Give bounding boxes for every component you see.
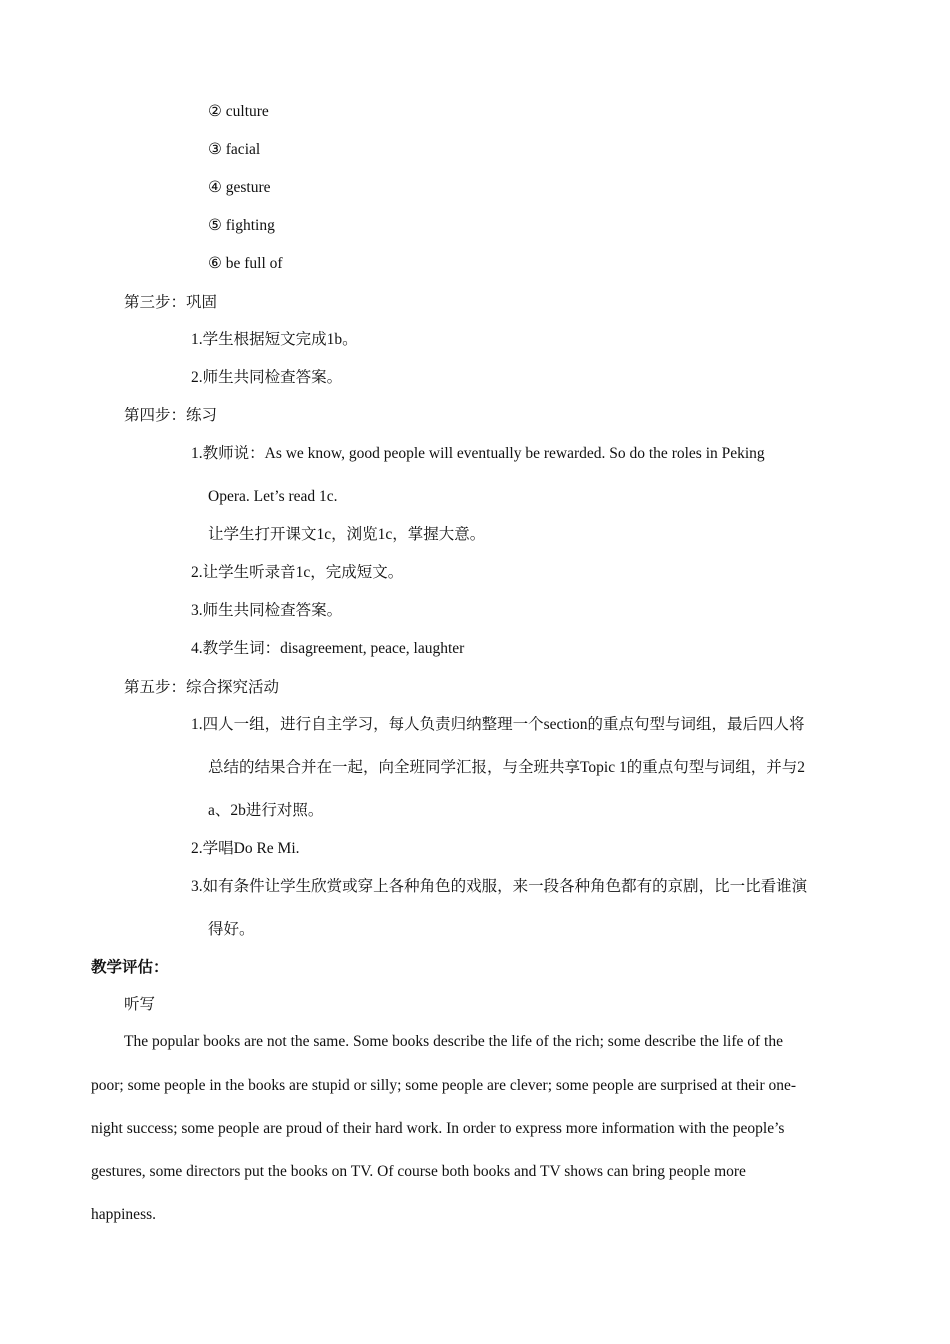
step5-item-2: 2.学唱Do Re Mi. bbox=[191, 840, 300, 857]
step5-item-1-line-3: a、2b进行对照。 bbox=[208, 802, 324, 819]
step3-title: 第三步：巩固 bbox=[124, 294, 218, 311]
dictation-line-3: night success; some people are proud of their hard work. In order to express more information with the people’s bbox=[91, 1120, 785, 1137]
step3-item-1: 1.学生根据短文完成1b。 bbox=[191, 331, 358, 348]
dictation-line-2: poor; some people in the books are stupid or silly; some people are clever; some people are surprised at their one- bbox=[91, 1077, 797, 1094]
dictation-line-1: The popular books are not the same. Some books describe the life of the rich; some describe the life of the bbox=[124, 1033, 783, 1050]
step4-item-4: 4.教学生词：disagreement, peace, laughter bbox=[191, 640, 465, 657]
step4-item-1-line-2: Opera. Let’s read 1c. bbox=[208, 488, 338, 505]
step4-item-3: 3.师生共同检查答案。 bbox=[191, 602, 343, 619]
step5-item-3-line-1: 3.如有条件让学生欣赏或穿上各种角色的戏服，来一段各种角色都有的京剧，比一比看谁演 bbox=[191, 878, 808, 895]
vocab-item-culture: ② culture bbox=[208, 103, 269, 120]
step4-title: 第四步：练习 bbox=[124, 407, 218, 424]
step5-title: 第五步：综合探究活动 bbox=[124, 679, 280, 696]
vocab-item-be-full-of: ⑥ be full of bbox=[208, 255, 283, 272]
dictation-line-5: happiness. bbox=[91, 1206, 157, 1223]
vocab-item-fighting: ⑤ fighting bbox=[208, 217, 275, 234]
vocab-item-facial: ③ facial bbox=[208, 141, 261, 158]
step5-item-1-line-1: 1.四人一组，进行自主学习，每人负责归纳整理一个section的重点句型与词组，最后四人将 bbox=[191, 716, 805, 733]
evaluation-subheading: 听写 bbox=[124, 996, 156, 1013]
vocab-item-gesture: ④ gesture bbox=[208, 179, 271, 196]
step4-item-1-line-1: 1.教师说：As we know, good people will eventually be rewarded. So do the roles in Peking bbox=[191, 445, 765, 462]
step4-item-1-line-3: 让学生打开课文1c，浏览1c，掌握大意。 bbox=[208, 526, 486, 543]
step4-item-2: 2.让学生听录音1c，完成短文。 bbox=[191, 564, 404, 581]
evaluation-heading: 教学评估： bbox=[91, 959, 169, 976]
step5-item-3-line-2: 得好。 bbox=[208, 921, 255, 938]
step5-item-1-line-2: 总结的结果合并在一起，向全班同学汇报，与全班共享Topic 1的重点句型与词组，并与2 bbox=[208, 759, 805, 776]
dictation-line-4: gestures, some directors put the books on TV. Of course both books and TV shows can bring people more bbox=[91, 1163, 746, 1180]
step3-item-2: 2.师生共同检查答案。 bbox=[191, 369, 343, 386]
